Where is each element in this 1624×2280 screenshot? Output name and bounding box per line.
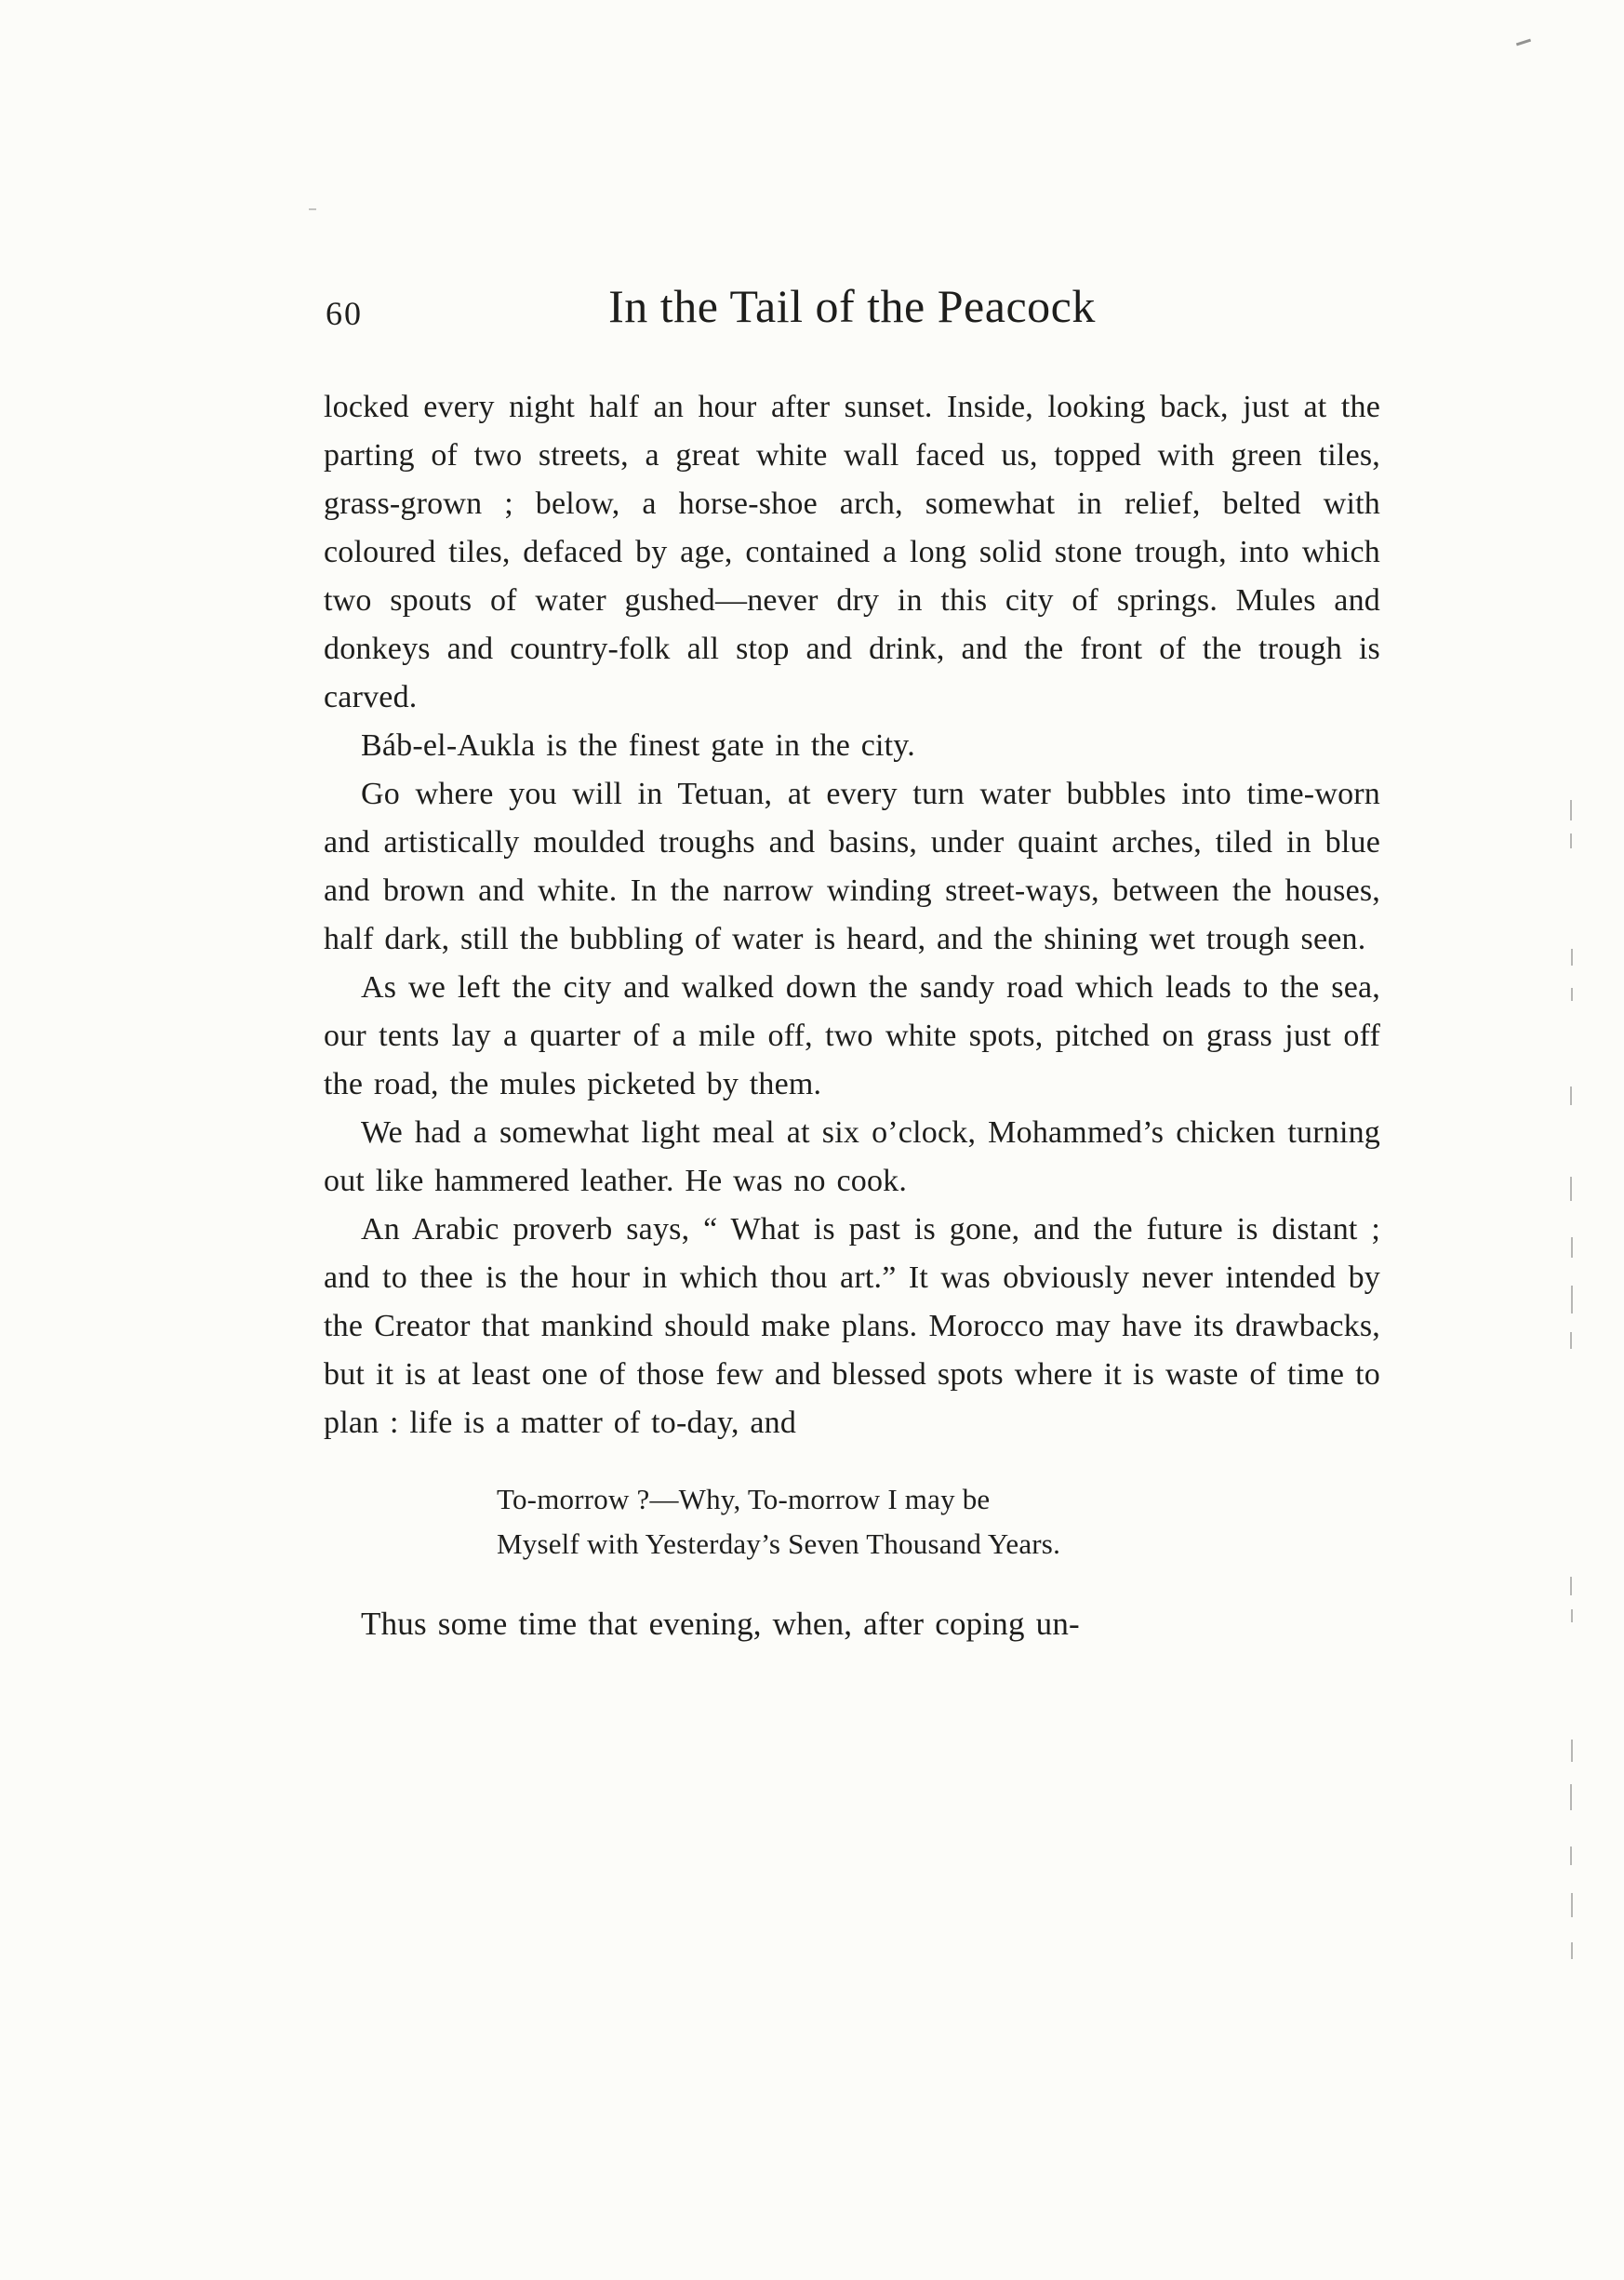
scan-artifact [1570,1577,1572,1595]
scan-artifact [1571,988,1573,1001]
page-number: 60 [326,295,363,332]
page-title: In the Tail of the Peacock [608,280,1096,332]
verse-line: To-morrow ?—Why, To-morrow I may be [497,1483,991,1515]
paragraph: Go where you will in Tetuan, at every turn water bubbles into time-worn and artistically moulded troughs and basins, under quaint arches, tiled in blue and brown and white. In the narrow winding street-ways, between the houses, half dark, still the bubbling of water is heard, and the shining wet trough seen. [324,777,1380,956]
scan-artifact [1570,1087,1572,1105]
paragraph: Thus some time that evening, when, after coping un- [361,1606,1080,1642]
scan-artifact [1570,800,1572,820]
scan-artifact [309,208,316,210]
page-header [324,279,1380,339]
scan-artifact [1570,1332,1572,1349]
body-text [324,383,1380,1648]
paragraph: We had a somewhat light meal at six o’clock, Mohammed’s chicken turning out like hammered leather. He was no cook. [324,1115,1380,1198]
paragraph: As we left the city and walked down the sandy road which leads to the sea, our tents lay a quarter of a mile off, two white spots, pitched on grass just off the road, the mules picketed by them. [324,970,1380,1101]
paragraph: Báb-el-Aukla is the finest gate in the city. [361,728,915,763]
scan-artifact [1571,1237,1573,1258]
scan-artifact [1571,1893,1573,1917]
verse-quotation [497,1477,1380,1567]
scan-artifact [1571,1740,1573,1762]
paragraph: locked every night half an hour after sunset. Inside, looking back, just at the parting of two streets, a great white wall faced us, topped with green tiles, grass-grown ; below, a horse-shoe arch, somewhat in relief, belted with coloured tiles, defaced by age, contained a long solid stone trough, into which two spouts of water gushed—never dry in this city of springs. Mules and donkeys and country-folk all stop and drink, and the front of the trough is carved. [324,390,1380,714]
scan-artifact [1570,833,1572,848]
verse-line: Myself with Yesterday’s Seven Thousand Years. [497,1527,1061,1560]
scan-artifact [1571,1609,1573,1622]
scan-artifact [1571,1942,1573,1959]
scan-artifact [1516,39,1531,47]
scan-artifact [1571,1286,1573,1313]
text-column [324,279,1380,1648]
scan-artifact [1570,1784,1572,1810]
scan-artifact [1570,1847,1572,1865]
paragraph: An Arabic proverb says, “ What is past is gone, and the future is distant ; and to thee is the hour in which thou art.” It was obviously never intended by the Creator that mankind should make plans. Morocco may have its drawbacks, but it is at least one of those few and blessed spots where it is waste of time to plan : life is a matter of to-day, and [324,1212,1380,1440]
scan-artifact [1571,949,1573,966]
scan-artifact [1570,1177,1572,1201]
